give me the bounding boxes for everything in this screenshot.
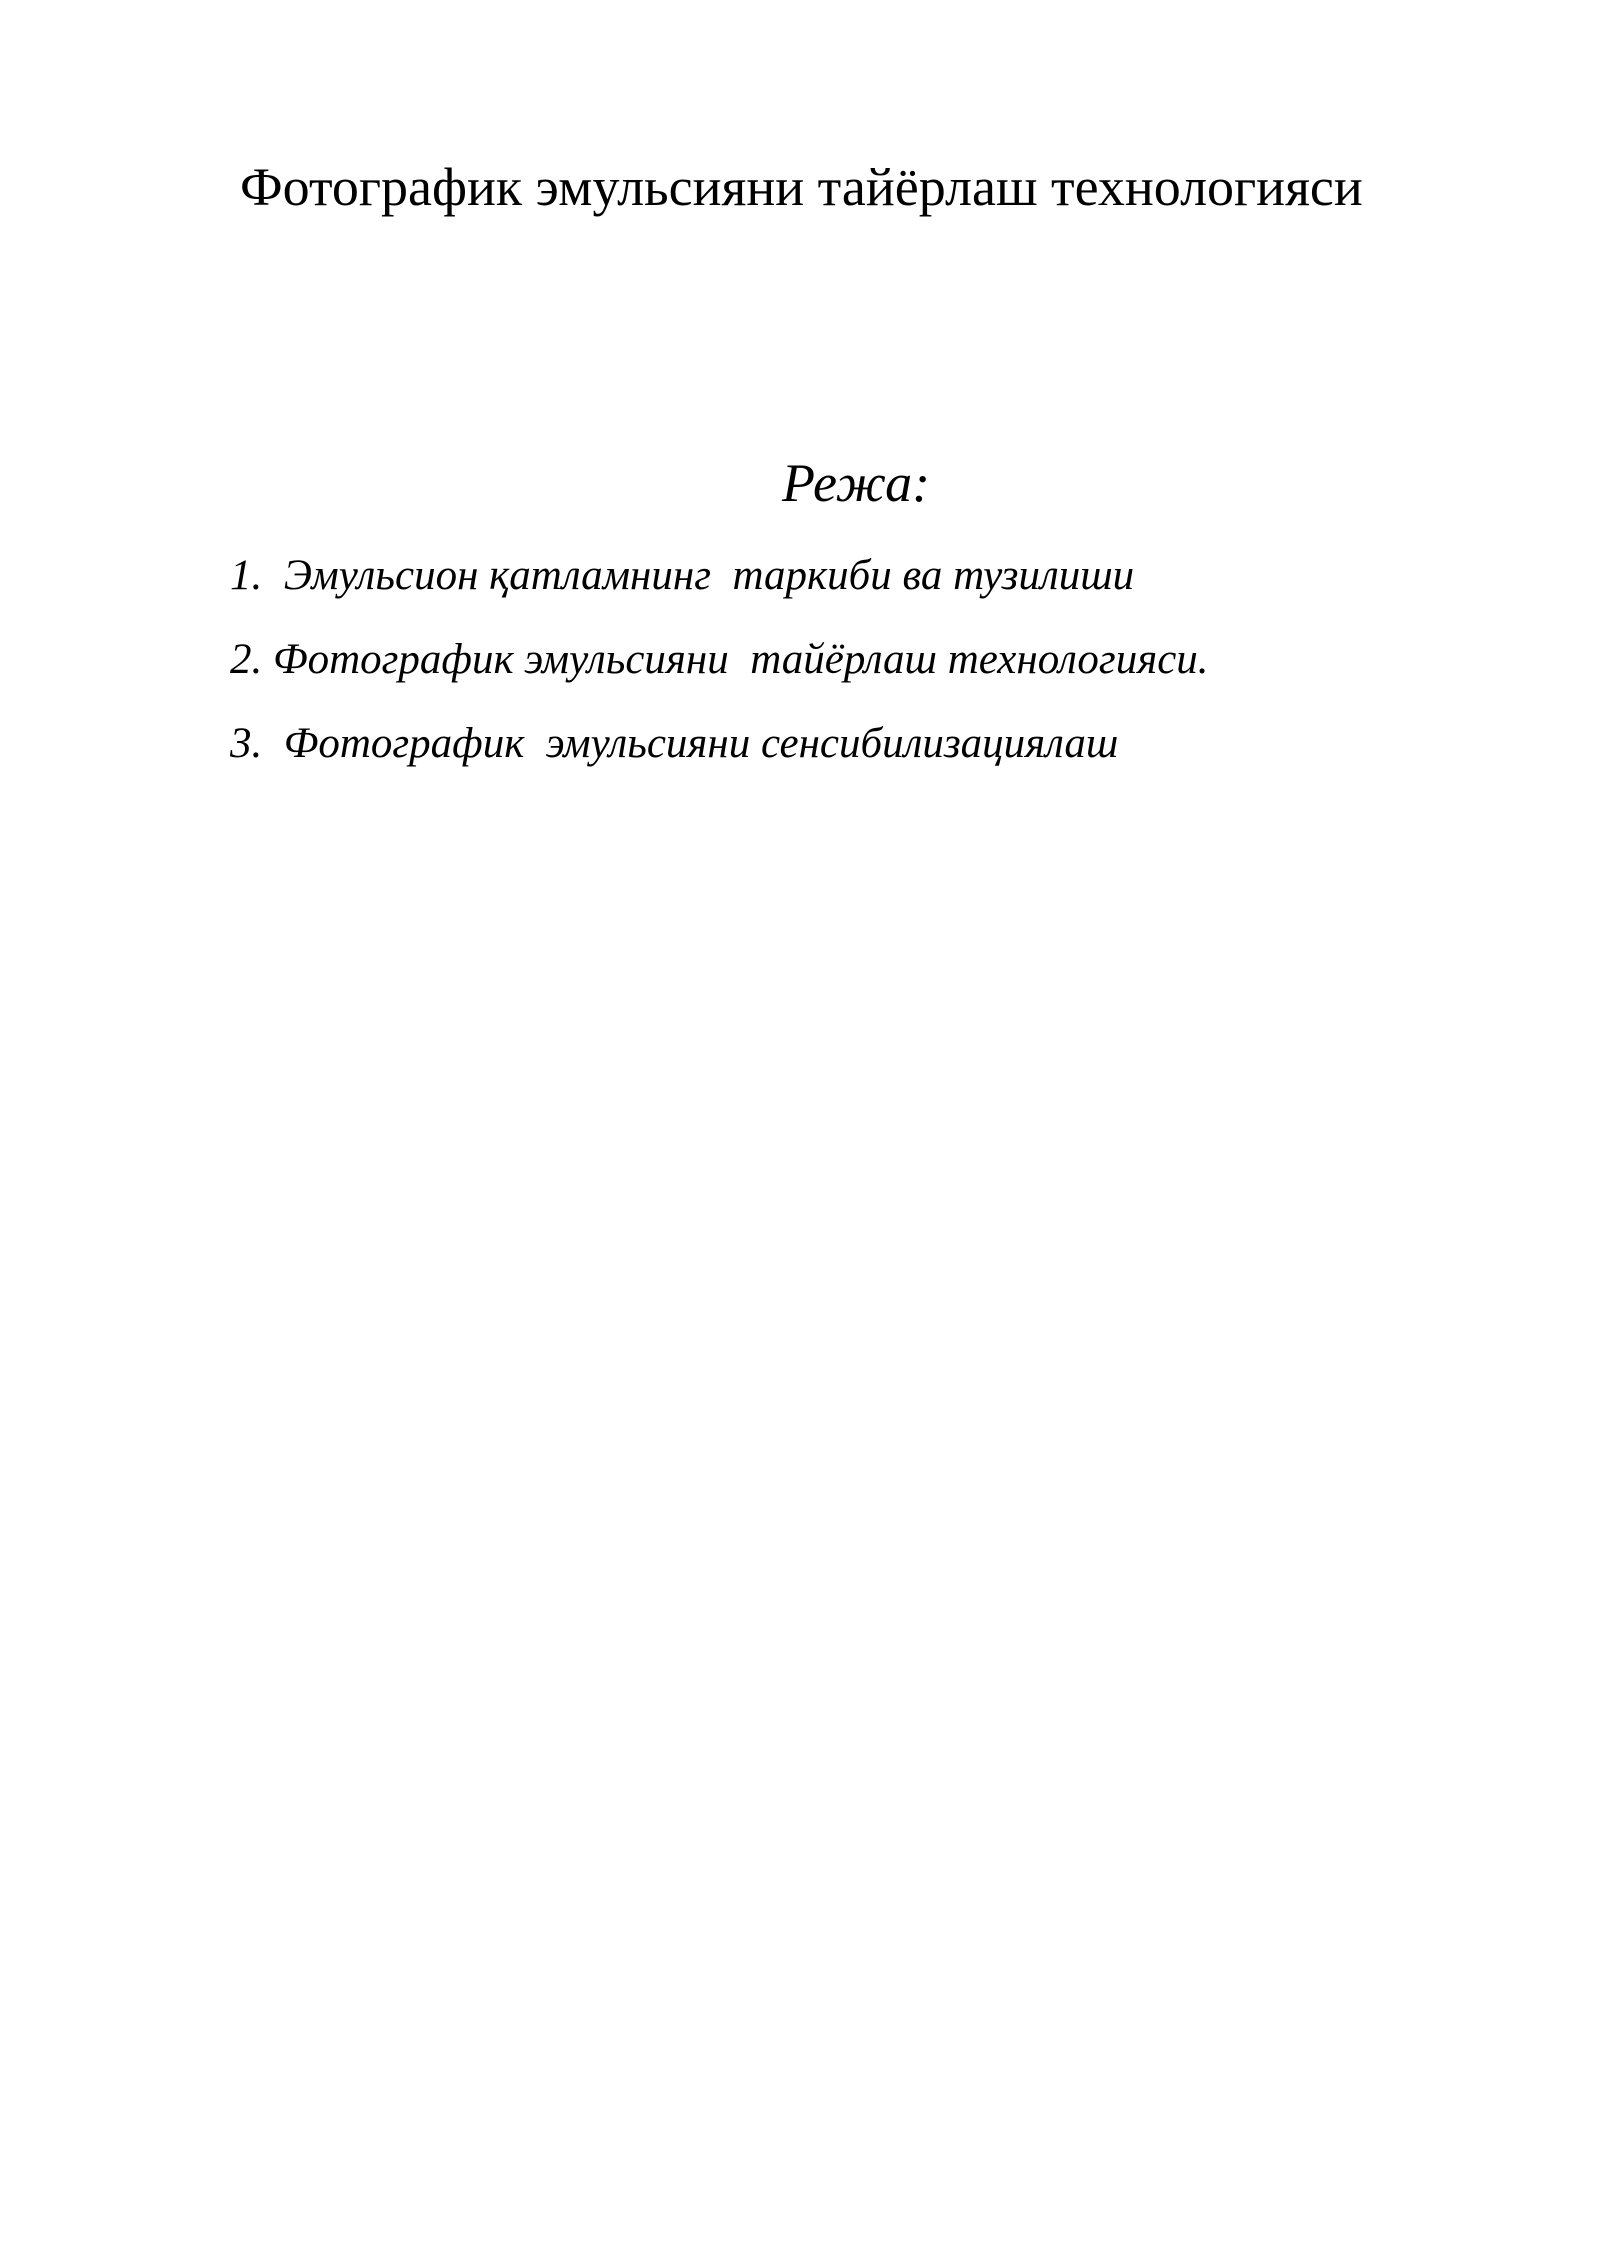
- list-item-text: Фотографик эмульсияни сенсибилизациялаш: [283, 720, 1119, 767]
- list-item-text: Фотографик эмульсияни тайёрлаш технологияси.: [273, 636, 1209, 683]
- list-item-text: Эмульсион қатламнинг таркиби ва тузилиши: [283, 552, 1135, 599]
- plan-heading: Режа:: [782, 453, 931, 513]
- page-title: Фотографик эмульсияни тайёрлаш технологияси: [240, 157, 1363, 217]
- list-item: [230, 548, 1134, 604]
- list-item: [230, 632, 1209, 688]
- list-item-number: 1.: [230, 552, 263, 599]
- list-item: [230, 716, 1118, 772]
- list-item-number: 2.: [230, 636, 263, 683]
- list-item-number: 3.: [230, 720, 263, 767]
